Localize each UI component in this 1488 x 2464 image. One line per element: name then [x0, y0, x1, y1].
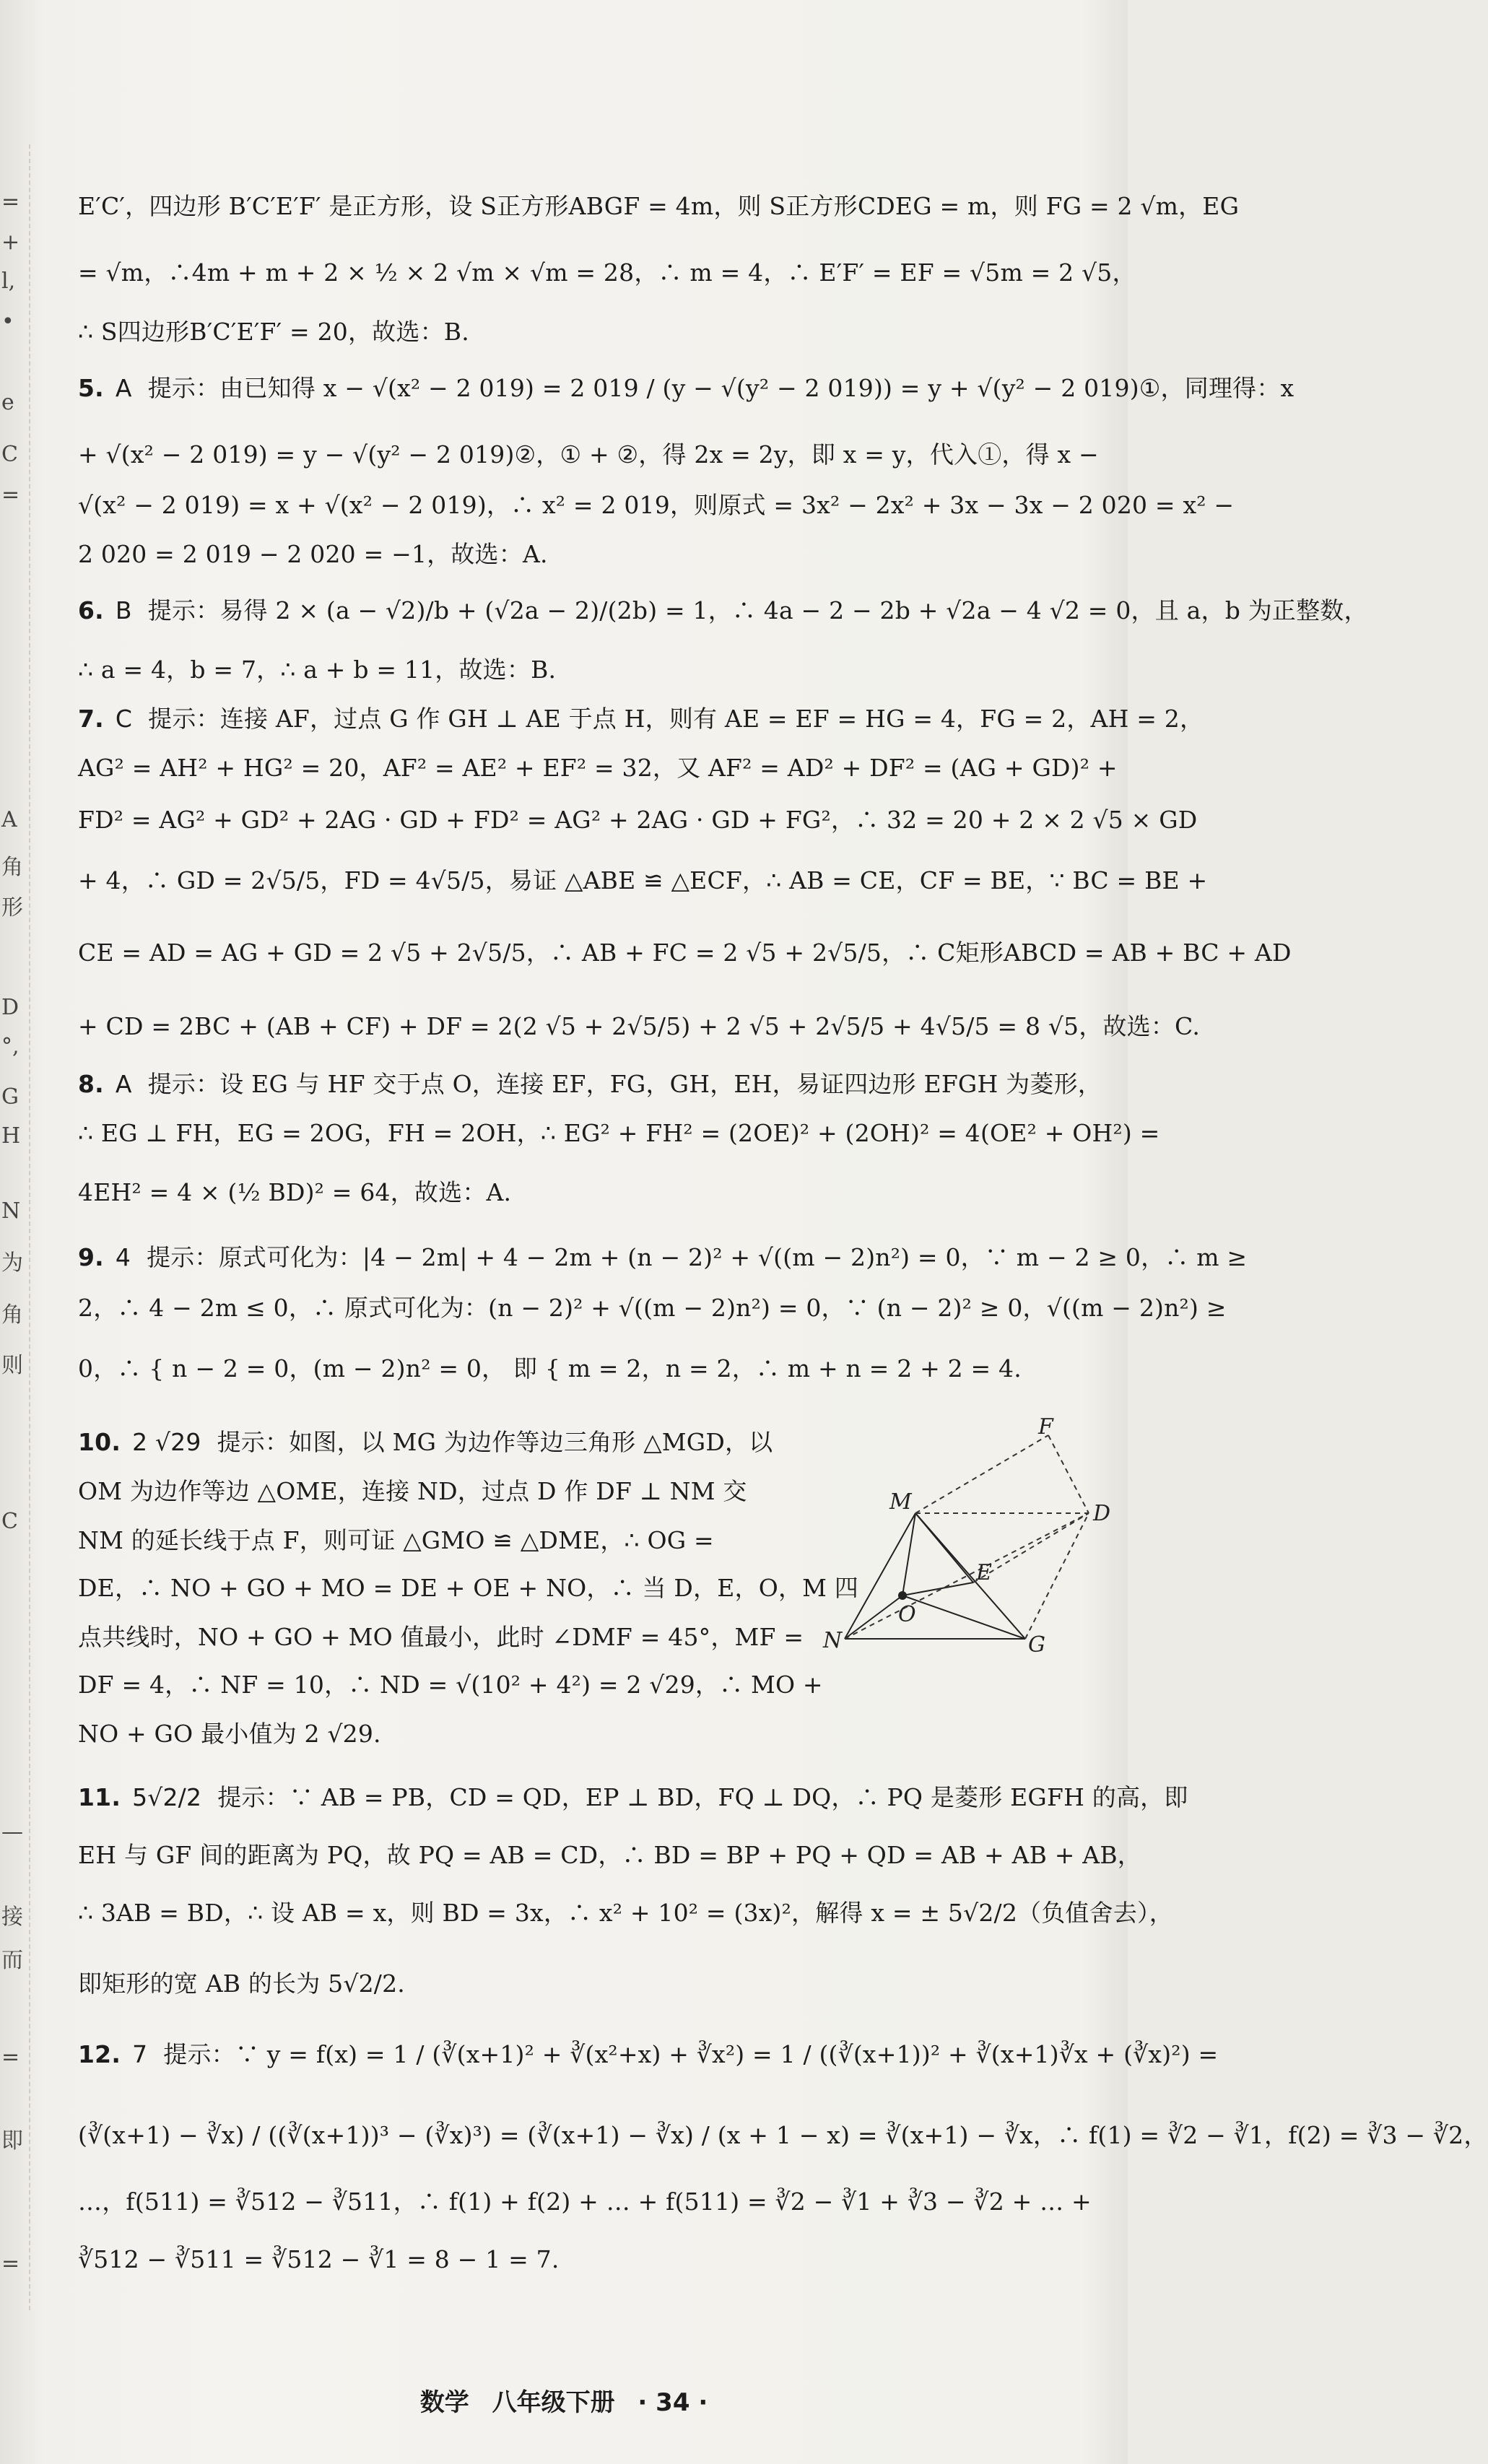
- text-line: DF = 4，∴ NF = 10，∴ ND = √(10² + 4²) = 2 √29，∴ MO +: [78, 1671, 823, 1699]
- text-line: DE，∴ NO + GO + MO = DE + OE + NO，∴ 当 D，E，O，M 四: [78, 1574, 859, 1602]
- text-line: (∛(x+1) − ∛x) / ((∛(x+1))³ − (∛x)³) = (∛(x+1) − ∛x) / (x + 1 − x) = ∛(x+1) − ∛x，∴ f(1) = ∛2 − ∛1，f(2) = ∛3 − ∛2，: [78, 2121, 1488, 2149]
- question-number: 12.: [78, 2040, 121, 2068]
- margin-fragment: =: [1, 2045, 20, 2070]
- answer: 2 √29: [132, 1428, 201, 1456]
- label-D: D: [1093, 1501, 1111, 1526]
- footer-book: 八年级下册: [492, 2388, 615, 2417]
- text-line: ∴ S四边形B′C′E′F′ = 20，故选：B.: [78, 318, 469, 346]
- segment-ND-dashed: [845, 1513, 1089, 1639]
- label-F: F: [1038, 1414, 1053, 1440]
- text-line: 提示：易得 2 × (a − √2)/b + (√2a − 2)/(2b) = 1，∴ 4a − 2 − 2b + √2a − 4 √2 = 0，且 a，b 为正整数，: [147, 596, 1368, 624]
- text-line: 提示：∵ AB = PB，CD = QD，EP ⊥ BD，FQ ⊥ DQ，∴ PQ 是菱形 EGFH 的高，即: [217, 1783, 1188, 1811]
- text-line: OM 为边作等边 △OME，连接 ND，过点 D 作 DF ⊥ NM 交: [78, 1477, 747, 1505]
- text-line: AG² = AH² + HG² = 20，AF² = AE² + EF² = 32，又 AF² = AD² + DF² = (AG + GD)² +: [78, 754, 1118, 782]
- question-number: 5.: [78, 374, 104, 402]
- text-line: = √m，∴4m + m + 2 × ½ × 2 √m × √m = 28，∴ m = 4，∴ E′F′ = EF = √5m = 2 √5，: [78, 258, 1136, 287]
- question-11: [78, 1783, 1188, 1812]
- question-number: 10.: [78, 1428, 121, 1456]
- question-12: [78, 2040, 1218, 2069]
- text-line: 提示：原式可化为：|4 − 2m| + 4 − 2m + (n − 2)² + √((m − 2)n²) = 0，∵ m − 2 ≥ 0，∴ m ≥: [147, 1243, 1248, 1271]
- text-line: ∛512 − ∛511 = ∛512 − ∛1 = 8 − 1 = 7.: [78, 2245, 560, 2273]
- label-O: O: [898, 1602, 916, 1627]
- margin-fragment: •: [1, 309, 14, 334]
- text-line: FD² = AG² + GD² + 2AG · GD + FD² = AG² + 2AG · GD + FG²，∴ 32 = 20 + 2 × 2 √5 × GD: [78, 806, 1198, 834]
- text-line: ∴ a = 4，b = 7，∴ a + b = 11，故选：B.: [78, 656, 557, 684]
- answer: A: [115, 1070, 132, 1098]
- text-line: 即矩形的宽 AB 的长为 5√2/2.: [78, 1969, 405, 1998]
- answer: B: [115, 596, 132, 624]
- margin-fragment: 为: [1, 1250, 23, 1276]
- point-O: [898, 1591, 907, 1600]
- margin-fragment: D: [1, 995, 19, 1020]
- question-5: [78, 374, 1294, 403]
- text-line: 提示：∵ y = f(x) = 1 / (∛(x+1)² + ∛(x²+x) + ∛x²) = 1 / ((∛(x+1))² + ∛(x+1)∛x + (∛x)²) =: [163, 2040, 1219, 2068]
- label-E: E: [976, 1560, 992, 1585]
- margin-fragment: =: [1, 189, 20, 214]
- margin-fragment: =: [1, 2251, 20, 2276]
- text-line: 提示：设 EG 与 HF 交于点 O，连接 EF，FG，GH，EH，易证四边形 EFGH 为菱形，: [147, 1070, 1102, 1098]
- answer: 4: [115, 1243, 131, 1271]
- margin-fragment: —: [1, 1819, 23, 1845]
- text-line: ∴ EG ⊥ FH，EG = 2OG，FH = 2OH，∴ EG² + FH² = (2OE)² + (2OH)² = 4(OE² + OH²) =: [78, 1119, 1160, 1147]
- text-line: 提示：由已知得 x − √(x² − 2 019) = 2 019 / (y − √(y² − 2 019)) = y + √(y² − 2 019)①，同理得：x: [147, 374, 1295, 402]
- question-number: 7.: [78, 705, 104, 733]
- text-line: √(x² − 2 019) = x + √(x² − 2 019)，∴ x² = 2 019，则原式 = 3x² − 2x² + 3x − 3x − 2 020 = x² −: [78, 491, 1235, 519]
- margin-fragment: N: [1, 1198, 21, 1224]
- answer: 7: [132, 2040, 148, 2068]
- segment-NO: [845, 1595, 902, 1639]
- margin-fragment: 而: [1, 1948, 23, 1973]
- text-line: 2，∴ 4 − 2m ≤ 0，∴ 原式可化为：(n − 2)² + √((m − 2)n²) = 0，∵ (n − 2)² ≥ 0，√((m − 2)n²) ≥: [78, 1294, 1227, 1322]
- question-number: 9.: [78, 1243, 104, 1271]
- text-line: NO + GO 最小值为 2 √29.: [78, 1720, 381, 1748]
- margin-fragment: H: [1, 1123, 21, 1149]
- binding-margin: [0, 144, 30, 2310]
- answer: A: [115, 374, 132, 402]
- margin-fragment: A: [1, 807, 17, 832]
- margin-fragment: 接: [1, 1904, 23, 1930]
- label-G: G: [1028, 1632, 1045, 1658]
- segment-ME: [915, 1513, 973, 1583]
- segment-MF-dashed: [915, 1435, 1048, 1513]
- text-line: 提示：连接 AF，过点 G 作 GH ⊥ AE 于点 H，则有 AE = EF = HG = 4，FG = 2，AH = 2，: [148, 705, 1204, 733]
- question-number: 11.: [78, 1783, 121, 1811]
- margin-fragment: C: [1, 1509, 18, 1534]
- label-M: M: [889, 1489, 912, 1515]
- text-line: ∴ 3AB = BD，∴ 设 AB = x，则 BD = 3x，∴ x² + 10² = (3x)²，解得 x = ± 5√2/2（负值舍去），: [78, 1899, 1173, 1927]
- label-N: N: [823, 1628, 843, 1653]
- text-line: 4EH² = 4 × (½ BD)² = 64，故选：A.: [78, 1178, 512, 1206]
- question-8: [78, 1070, 1102, 1099]
- text-line: …，f(511) = ∛512 − ∛511，∴ f(1) + f(2) + … + f(511) = ∛2 − ∛1 + ∛3 − ∛2 + … +: [78, 2187, 1092, 2216]
- question-number: 6.: [78, 596, 104, 624]
- page-footer: [0, 2382, 1128, 2418]
- question-10: [78, 1428, 773, 1457]
- text-line: 2 020 = 2 019 − 2 020 = −1，故选：A.: [78, 540, 548, 568]
- page-number: · 34 ·: [638, 2388, 708, 2417]
- text-line: 点共线时，NO + GO + MO 值最小，此时 ∠DMF = 45°，MF =: [78, 1623, 804, 1651]
- margin-fragment: 角: [1, 1302, 23, 1328]
- margin-fragment: °,: [1, 1034, 19, 1059]
- margin-fragment: C: [1, 442, 18, 467]
- margin-fragment: +: [1, 230, 20, 255]
- question-7: [78, 705, 1204, 733]
- segment-FD-dashed: [1048, 1435, 1089, 1513]
- margin-fragment: 即: [1, 2128, 23, 2154]
- margin-fragment: 则: [1, 1353, 23, 1378]
- text-line: + √(x² − 2 019) = y − √(y² − 2 019)②，① + ②，得 2x = 2y，即 x = y，代入①，得 x −: [78, 440, 1099, 469]
- margin-fragment: =: [1, 482, 20, 508]
- text-line: EH 与 GF 间的距离为 PQ，故 PQ = AB = CD，∴ BD = BP + PQ + QD = AB + AB + AB，: [78, 1841, 1141, 1869]
- margin-fragment: e: [1, 390, 14, 415]
- text-line: E′C′，四边形 B′C′E′F′ 是正方形，设 S正方形ABGF = 4m，则 S正方形CDEG = m，则 FG = 2 √m，EG: [78, 192, 1240, 220]
- text-line: 0，∴ { n − 2 = 0，(m − 2)n² = 0， 即 { m = 2，n = 2，∴ m + n = 2 + 2 = 4.: [78, 1354, 1022, 1383]
- text-line: NM 的延长线于点 F，则可证 △GMO ≌ △DME，∴ OG =: [78, 1526, 714, 1554]
- footer-subject: 数学: [419, 2388, 469, 2417]
- question-number: 8.: [78, 1070, 104, 1098]
- text-line: + CD = 2BC + (AB + CF) + DF = 2(2 √5 + 2√5/5) + 2 √5 + 2√5/5 + 4√5/5 = 8 √5，故选：C.: [78, 1012, 1201, 1040]
- text-line: + 4，∴ GD = 2√5/5，FD = 4√5/5，易证 △ABE ≌ △ECF，∴ AB = CE，CF = BE，∵ BC = BE +: [78, 866, 1208, 894]
- margin-fragment: 形: [1, 895, 23, 920]
- question-9: [78, 1243, 1247, 1272]
- text-line: CE = AD = AG + GD = 2 √5 + 2√5/5，∴ AB + FC = 2 √5 + 2√5/5，∴ C矩形ABCD = AB + BC + AD: [78, 939, 1292, 967]
- question-6: [78, 596, 1368, 625]
- geometry-figure: [823, 1414, 1126, 1668]
- answer: C: [115, 705, 133, 733]
- margin-fragment: 角: [1, 855, 23, 880]
- margin-fragment: G: [1, 1084, 19, 1110]
- segment-OE: [902, 1583, 973, 1595]
- text-line: 提示：如图，以 MG 为边作等边三角形 △MGD，以: [217, 1428, 773, 1456]
- margin-fragment: l,: [1, 269, 16, 294]
- answer: 5√2/2: [132, 1783, 202, 1811]
